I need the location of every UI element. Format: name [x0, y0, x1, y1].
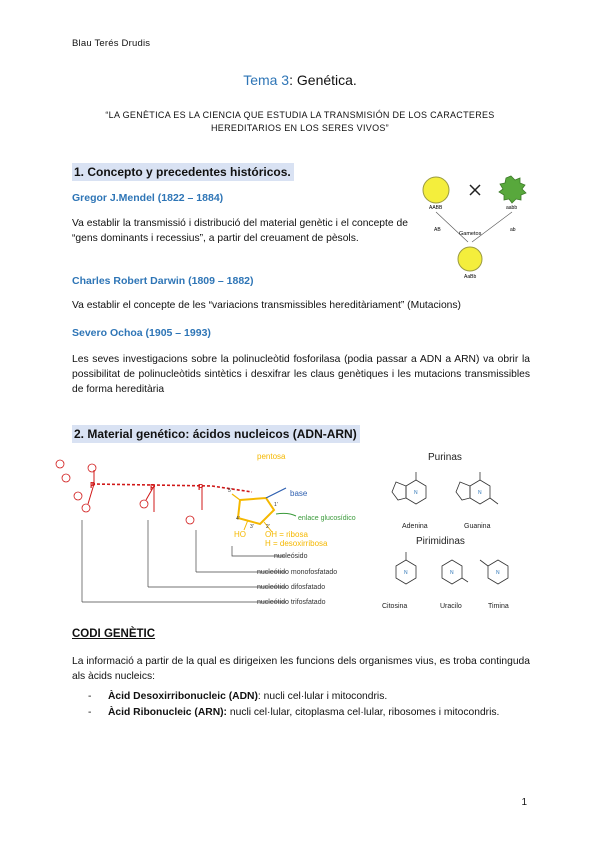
purines-title: Purinas [428, 452, 462, 463]
codi-intro: La informació a partir de la qual es dirigeixen les funcions dels organismes vius, es troba continguda als àcids nucleics: [72, 656, 530, 683]
uracil-structure [442, 560, 468, 584]
triphosphate-label: nucleótido trifosfatado [257, 599, 326, 606]
uracil-label: Uracilo [440, 603, 462, 610]
cytosine-label: Citosina [382, 603, 408, 610]
carbon-1: 1' [274, 502, 278, 508]
monophosphate-label: nucleótido monofosfatado [257, 569, 338, 576]
carbon-4: 4' [236, 516, 240, 522]
mendel-text: Va establir la transmissió i distribució del material genètic i el concepte de “gens dominants i recessius”, a partir del creuament de pèsols. [72, 218, 408, 245]
phosphorus-2: P [150, 483, 156, 492]
list-item [72, 705, 530, 720]
author-name: Blau Terés Drudis [72, 38, 151, 49]
section1-heading: 1. Concepto y precedentes históricos. [72, 163, 294, 181]
yellow-pea-icon [423, 177, 449, 203]
gamete-line-right [472, 212, 512, 242]
offspring-genotype: AaBb [464, 274, 477, 280]
svg-text:N: N [496, 570, 500, 576]
ochoa-name: Severo Ochoa (1905 – 1993) [72, 327, 211, 339]
thymine-label: Timina [488, 603, 509, 610]
bracket-lines [82, 520, 286, 602]
nucleoside-label: nucleósido [274, 553, 308, 560]
svg-text:N: N [450, 570, 454, 576]
nitrogen-bases-diagram [378, 446, 528, 612]
parent2-genotype: aabb [506, 205, 518, 211]
phosphorus-1: P [90, 481, 96, 490]
gamete1-label: AB [434, 227, 441, 233]
mendel-name: Gregor J.Mendel (1822 – 1884) [72, 192, 224, 204]
codi-genetic-heading: CODI GENÈTIC [72, 628, 156, 640]
oh-ribose-label: OH = ribosa [265, 530, 308, 539]
nucleic-acid-list [72, 689, 530, 721]
carbon-3: 3' [250, 524, 254, 530]
adenine-label: Adenina [402, 523, 428, 530]
ho-label: HO [234, 530, 246, 539]
list-item [72, 689, 530, 704]
phosphorus-3: P [198, 483, 204, 492]
gametes-label: Gametos [459, 231, 482, 237]
pea-cross-diagram [414, 172, 536, 280]
ochoa-text: Les seves investigacions sobre la polinucleòtid fosforilasa (podia passar a ADN a ARN) va obrir la possibilitat de polinucleòtids sintètics i desxifrar les claus genètiques i les mutacions transmissibles de forma hereditària [72, 354, 530, 396]
definition-quote: “LA GENÈTICA ES LA CIENCIA QUE ESTUDIA LA TRANSMISIÓN DE LOS CARACTERES HEREDITARIOS EN LOS SERES VIVOS” [105, 110, 495, 133]
diphosphate-label: nucleótido difosfatado [257, 584, 326, 591]
thymine-structure [480, 560, 508, 584]
guanine-label: Guanina [464, 523, 491, 530]
page-number: 1 [521, 797, 527, 808]
svg-text:N: N [414, 490, 418, 496]
svg-text:N: N [404, 570, 408, 576]
carbon-2: 2' [266, 524, 270, 530]
cytosine-structure [396, 552, 416, 584]
section2-heading: 2. Material genético: ácidos nucleicos (ADN-ARN) [72, 425, 360, 443]
pentose-label: pentosa [257, 452, 286, 461]
darwin-text: Va establir el concepte de les “variacions transmissibles hereditàriament” (Mutacions) [72, 300, 461, 311]
adenine-structure [392, 472, 426, 504]
offspring-pea-icon [458, 247, 482, 271]
pyrimidines-title: Pirimidinas [416, 536, 465, 547]
dna-text: : nucli cel·lular i mitocondris. [257, 691, 388, 702]
base-label: base [290, 489, 308, 498]
darwin-name: Charles Robert Darwin (1809 – 1882) [72, 275, 254, 287]
nucleotide-diagram [52, 450, 392, 612]
green-wrinkled-pea-icon [499, 176, 526, 203]
carbon-5: 5' [228, 488, 232, 494]
cross-symbol [470, 185, 480, 195]
title-rest: : Genética. [289, 72, 357, 88]
glycosidic-arrow [276, 513, 296, 516]
glycosidic-label: enlace glucosídico [298, 515, 356, 522]
page-title [0, 72, 600, 88]
dna-term: Àcid Desoxirribonucleic (ADN) [108, 691, 258, 702]
svg-text:N: N [478, 490, 482, 496]
gamete2-label: ab [510, 227, 516, 233]
title-number: Tema 3 [243, 72, 290, 88]
guanine-structure [456, 472, 498, 504]
phosphate-chain [56, 460, 252, 524]
h-deoxyribose-label: H = desoxirribosa [265, 539, 328, 548]
pentose-sugar [232, 488, 286, 532]
gamete-line-left [436, 212, 468, 242]
parent1-genotype: AABB [429, 205, 443, 211]
rna-text: nucli cel·lular, citoplasma cel·lular, ribosomes i mitocondris. [227, 707, 500, 718]
rna-term: Àcid Ribonucleic (ARN): [108, 707, 227, 718]
